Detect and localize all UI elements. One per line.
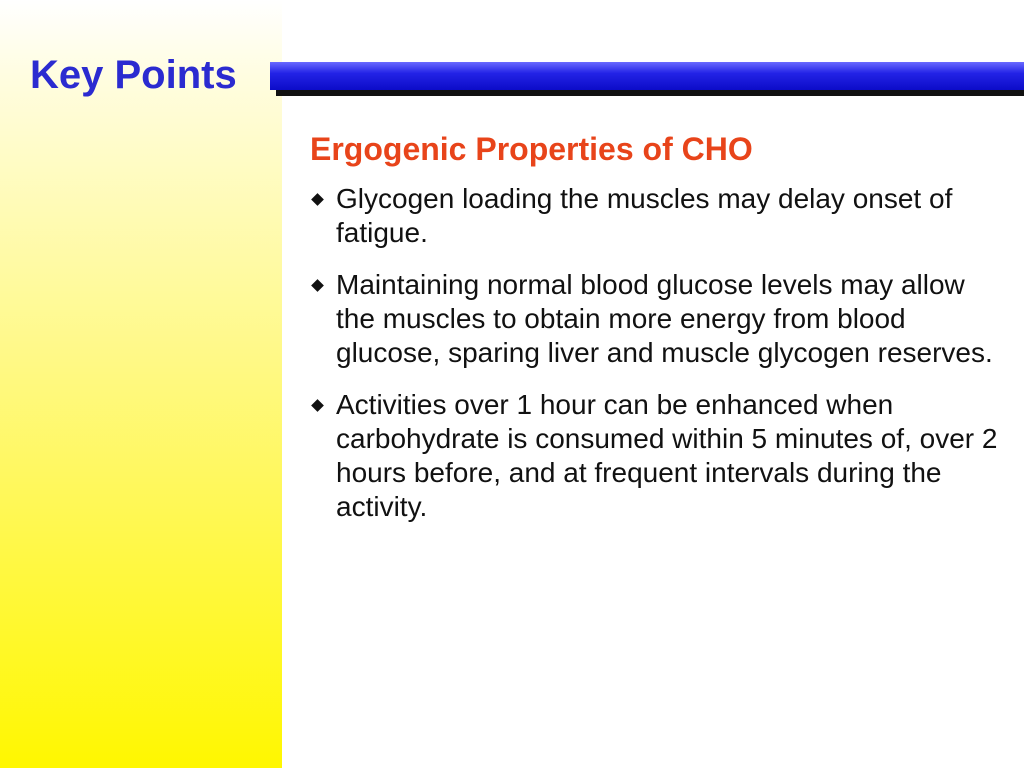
bullet-list xyxy=(310,182,1000,524)
diamond-bullet-icon xyxy=(311,193,324,206)
bullet-text: Glycogen loading the muscles may delay onset of fatigue. xyxy=(336,183,953,248)
diamond-bullet-icon xyxy=(311,399,324,412)
bullet-text: Activities over 1 hour can be enhanced when carbohydrate is consumed within 5 minutes of, over 2 hours before, and at frequent intervals during the activity. xyxy=(336,389,998,522)
header-bar xyxy=(270,62,1024,90)
bullet-text: Maintaining normal blood glucose levels may allow the muscles to obtain more energy from blood glucose, sparing liver and muscle glycogen reserves. xyxy=(336,269,993,368)
bullet-item xyxy=(310,182,1000,250)
side-gradient-panel xyxy=(0,0,282,768)
slide-content xyxy=(310,128,1000,542)
slide-subtitle: Ergogenic Properties of CHO xyxy=(310,131,753,167)
bullet-item xyxy=(310,388,1000,524)
slide-title: Key Points xyxy=(30,53,237,97)
bullet-item xyxy=(310,268,1000,370)
diamond-bullet-icon xyxy=(311,279,324,292)
